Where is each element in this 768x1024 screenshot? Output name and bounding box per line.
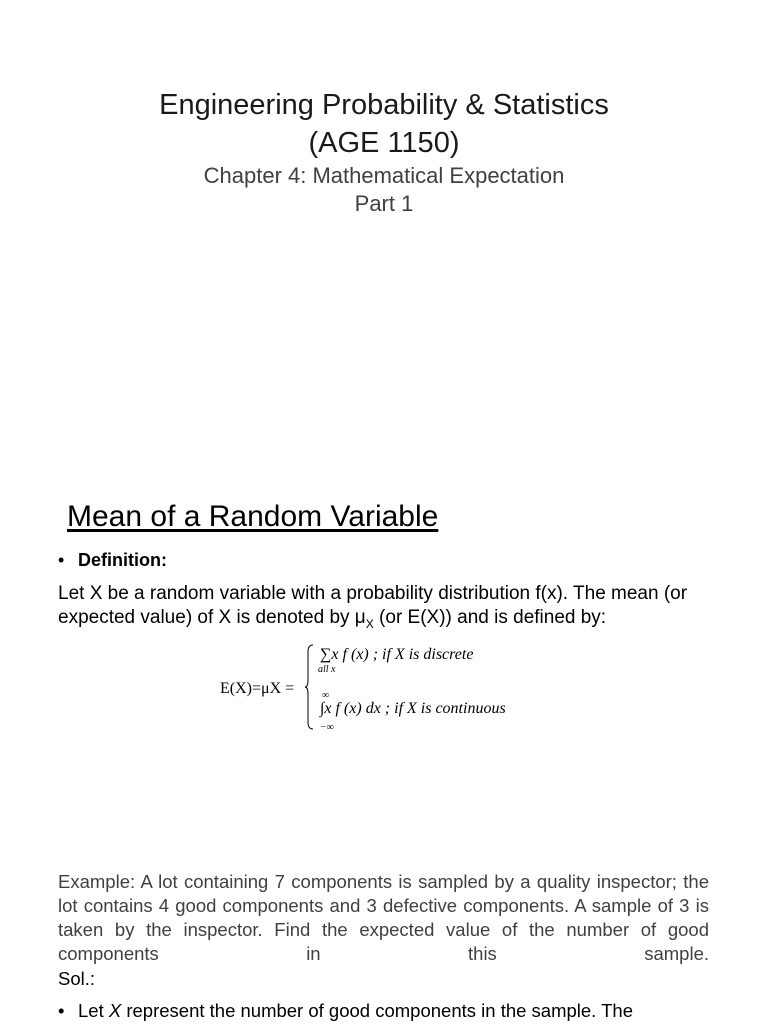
discrete-limit: all x	[318, 664, 336, 675]
formula-continuous-case: ∫x f (x) dx ; if X is continuous	[320, 700, 506, 717]
expectation-formula	[220, 642, 550, 738]
definition-bullet	[58, 550, 167, 571]
bullet-marker: •	[58, 1000, 65, 1021]
course-title: Engineering Probability & Statistics (AGE 1150)	[159, 89, 609, 159]
slide-heading: Mean of a Random Variable	[67, 500, 439, 533]
integral-lower-limit: −∞	[320, 722, 334, 733]
formula-lhs: E(X)=μX =	[220, 680, 295, 697]
definition-text: Let X be a random variable with a probability distribution f(x). The mean (or expected value) of X is denoted by $\mu_X$ (or E(X)) and is defined by:	[58, 583, 688, 631]
content-slide	[0, 470, 768, 1024]
title-slide	[0, 0, 768, 470]
solution-label: Sol.:	[58, 968, 96, 989]
formula-discrete-case: ∑x f (x) ; if X is discrete	[320, 646, 474, 663]
bullet-marker: •	[58, 550, 65, 570]
definition-label: Definition:	[78, 550, 167, 570]
brace-icon	[304, 644, 314, 730]
solution-bullet: • Let X represent the number of good components in the sample. The	[58, 1000, 634, 1021]
chapter-subtitle: Chapter 4: Mathematical Expectation Part 1	[203, 163, 565, 216]
example-text: Example: A lot containing 7 components is sampled by a quality inspector; the lot contains 4 good components and 3 defective components. A sample of 3 is taken by the inspector. Find the expected value of the number of good components in this sample.	[58, 871, 709, 964]
integral-upper-limit: ∞	[322, 690, 330, 701]
